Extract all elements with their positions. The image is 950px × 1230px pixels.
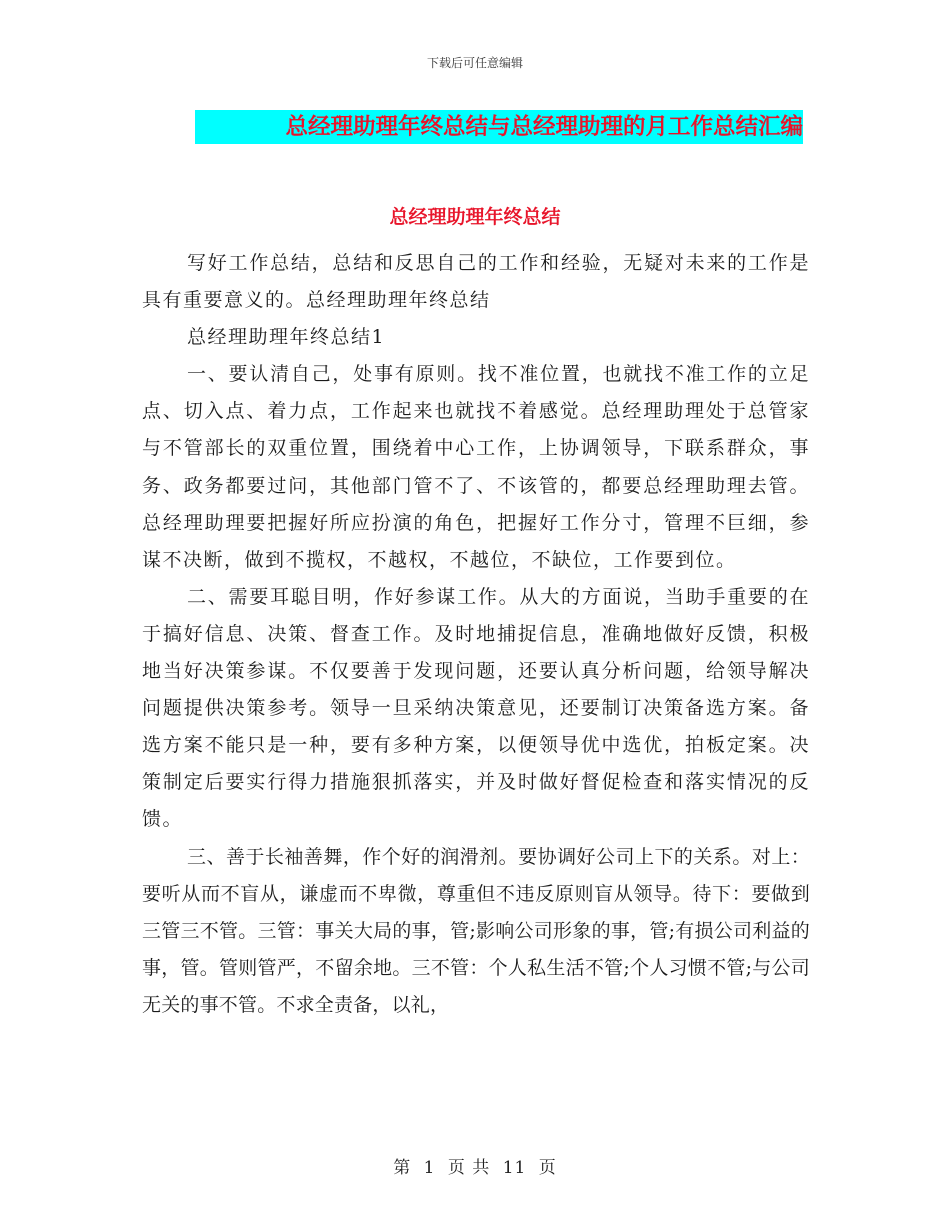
footer-mid: 页 共 bbox=[447, 1158, 491, 1178]
footer-total-pages: 11 bbox=[502, 1158, 527, 1178]
header-note: 下载后可任意编辑 bbox=[426, 56, 523, 70]
subheading-paragraph: 总经理助理年终总结1 bbox=[187, 326, 386, 349]
footer-prefix: 第 bbox=[393, 1158, 412, 1178]
page-footer bbox=[0, 1153, 950, 1178]
intro-paragraph: 写好工作总结，总结和反思自己的工作和经验，无疑对未来的工作是具有重要意义的。总经理助理年终总结 bbox=[142, 252, 810, 312]
document-title: 总经理助理年终总结与总经理助理的月工作总结汇编 bbox=[195, 110, 803, 144]
footer-page-number: 1 bbox=[423, 1158, 436, 1178]
body-paragraph-1: 一、要认清自己，处事有原则。找不准位置，也就找不准工作的立足点、切入点、着力点，工作起来也就找不着感觉。总经理助理处于总管家与不管部长的双重位置，围绕着中心工作，上协调领导，下联系群众，事务、政务都要过问，其他部门管不了、不该管的，都要总经理助理去管。总经理助理要把握好所应扮演的角色，把握好工作分寸，管理不巨细，参谋不决断，做到不揽权，不越权，不越位，不缺位，工作要到位。 bbox=[142, 363, 810, 571]
footer-suffix: 页 bbox=[538, 1158, 557, 1178]
section-title: 总经理助理年终总结 bbox=[389, 206, 561, 228]
document-body bbox=[142, 245, 810, 1024]
body-paragraph-3: 三、善于长袖善舞，作个好的润滑剂。要协调好公司上下的关系。对上：要听从而不盲从，谦虚而不卑微，尊重但不违反原则盲从领导。待下：要做到三管三不管。三管：事关大局的事，管;影响公司形象的事，管;有损公司利益的事，管。管则管严，不留余地。三不管：个人私生活不管;个人习惯不管;与公司无关的事不管。不求全责备，以礼， bbox=[142, 845, 810, 1016]
body-paragraph-2: 二、需要耳聪目明，作好参谋工作。从大的方面说，当助手重要的在于搞好信息、决策、督查工作。及时地捕捉信息，准确地做好反馈，积极地当好决策参谋。不仅要善于发现问题，还要认真分析问题，给领导解决问题提供决策参考。领导一旦采纳决策意见，还要制订决策备选方案。备选方案不能只是一种，要有多种方案，以便领导优中选优，拍板定案。决策制定后要实行得力措施狠抓落实，并及时做好督促检查和落实情况的反馈。 bbox=[142, 585, 810, 831]
